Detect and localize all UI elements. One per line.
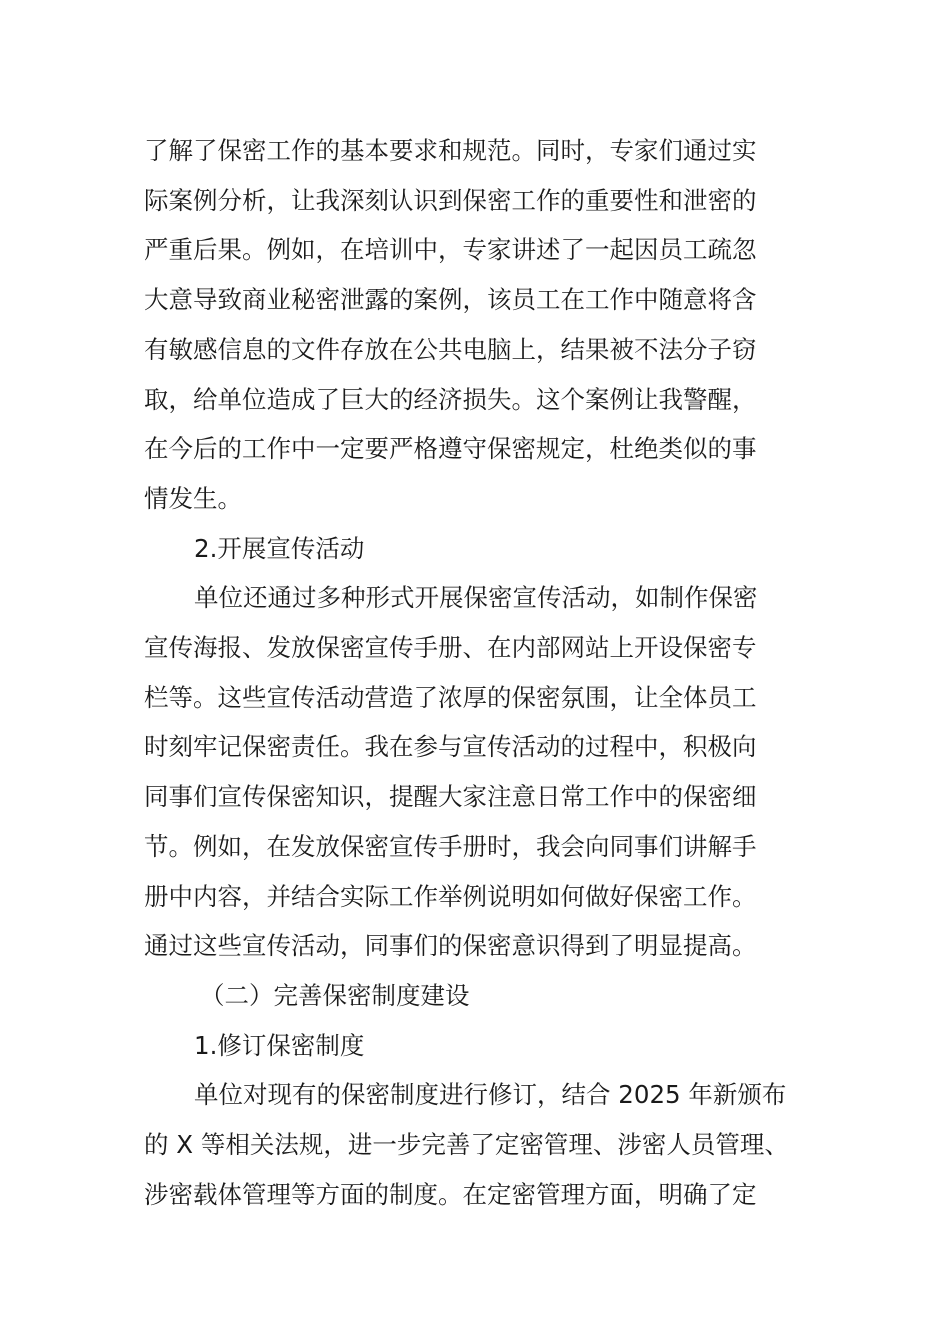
paragraph-line: 通过这些宣传活动，同事们的保密意识得到了明显提高。 (144, 931, 757, 961)
paragraph-line: 节。例如，在发放保密宣传手册时，我会向同事们讲解手 (144, 831, 757, 861)
paragraph-line: 单位对现有的保密制度进行修订，结合 2025 年新颁布 (194, 1080, 787, 1110)
paragraph-line: 取，给单位造成了巨大的经济损失。这个案例让我警醒， (144, 384, 757, 414)
section-heading: （二）完善保密制度建设 (200, 980, 470, 1010)
paragraph-line: 严重后果。例如，在培训中，专家讲述了一起因员工疏忽 (144, 235, 757, 265)
paragraph-line: 了解了保密工作的基本要求和规范。同时，专家们通过实 (144, 136, 757, 165)
paragraph-line: 同事们宣传保密知识，提醒大家注意日常工作中的保密细 (144, 782, 757, 812)
paragraph-line: 单位还通过多种形式开展保密宣传活动，如制作保密 (194, 583, 758, 613)
paragraph-line: 情发生。 (144, 483, 242, 513)
section-heading: 1.修订保密制度 (194, 1030, 365, 1060)
paragraph-line: 的 X 等相关法规，进一步完善了定密管理、涉密人员管理、 (144, 1130, 789, 1160)
paragraph-line: 涉密载体管理等方面的制度。在定密管理方面，明确了定 (144, 1179, 757, 1209)
paragraph-line: 有敏感信息的文件存放在公共电脑上，结果被不法分子窃 (144, 334, 757, 364)
paragraph-line: 在今后的工作中一定要严格遵守保密规定，杜绝类似的事 (144, 434, 757, 464)
paragraph-line: 大意导致商业秘密泄露的案例，该员工在工作中随意将含 (144, 285, 757, 315)
paragraph-line: 际案例分析，让我深刻认识到保密工作的重要性和泄密的 (144, 185, 757, 215)
paragraph-line: 册中内容，并结合实际工作举例说明如何做好保密工作。 (144, 881, 757, 911)
paragraph-line: 栏等。这些宣传活动营造了浓厚的保密氛围，让全体员工 (144, 682, 757, 712)
paragraph-line: 宣传海报、发放保密宣传手册、在内部网站上开设保密专 (144, 633, 757, 663)
document-body (144, 126, 816, 1219)
paragraph-line: 时刻牢记保密责任。我在参与宣传活动的过程中，积极向 (144, 732, 757, 762)
section-heading: 2.开展宣传活动 (194, 533, 365, 563)
